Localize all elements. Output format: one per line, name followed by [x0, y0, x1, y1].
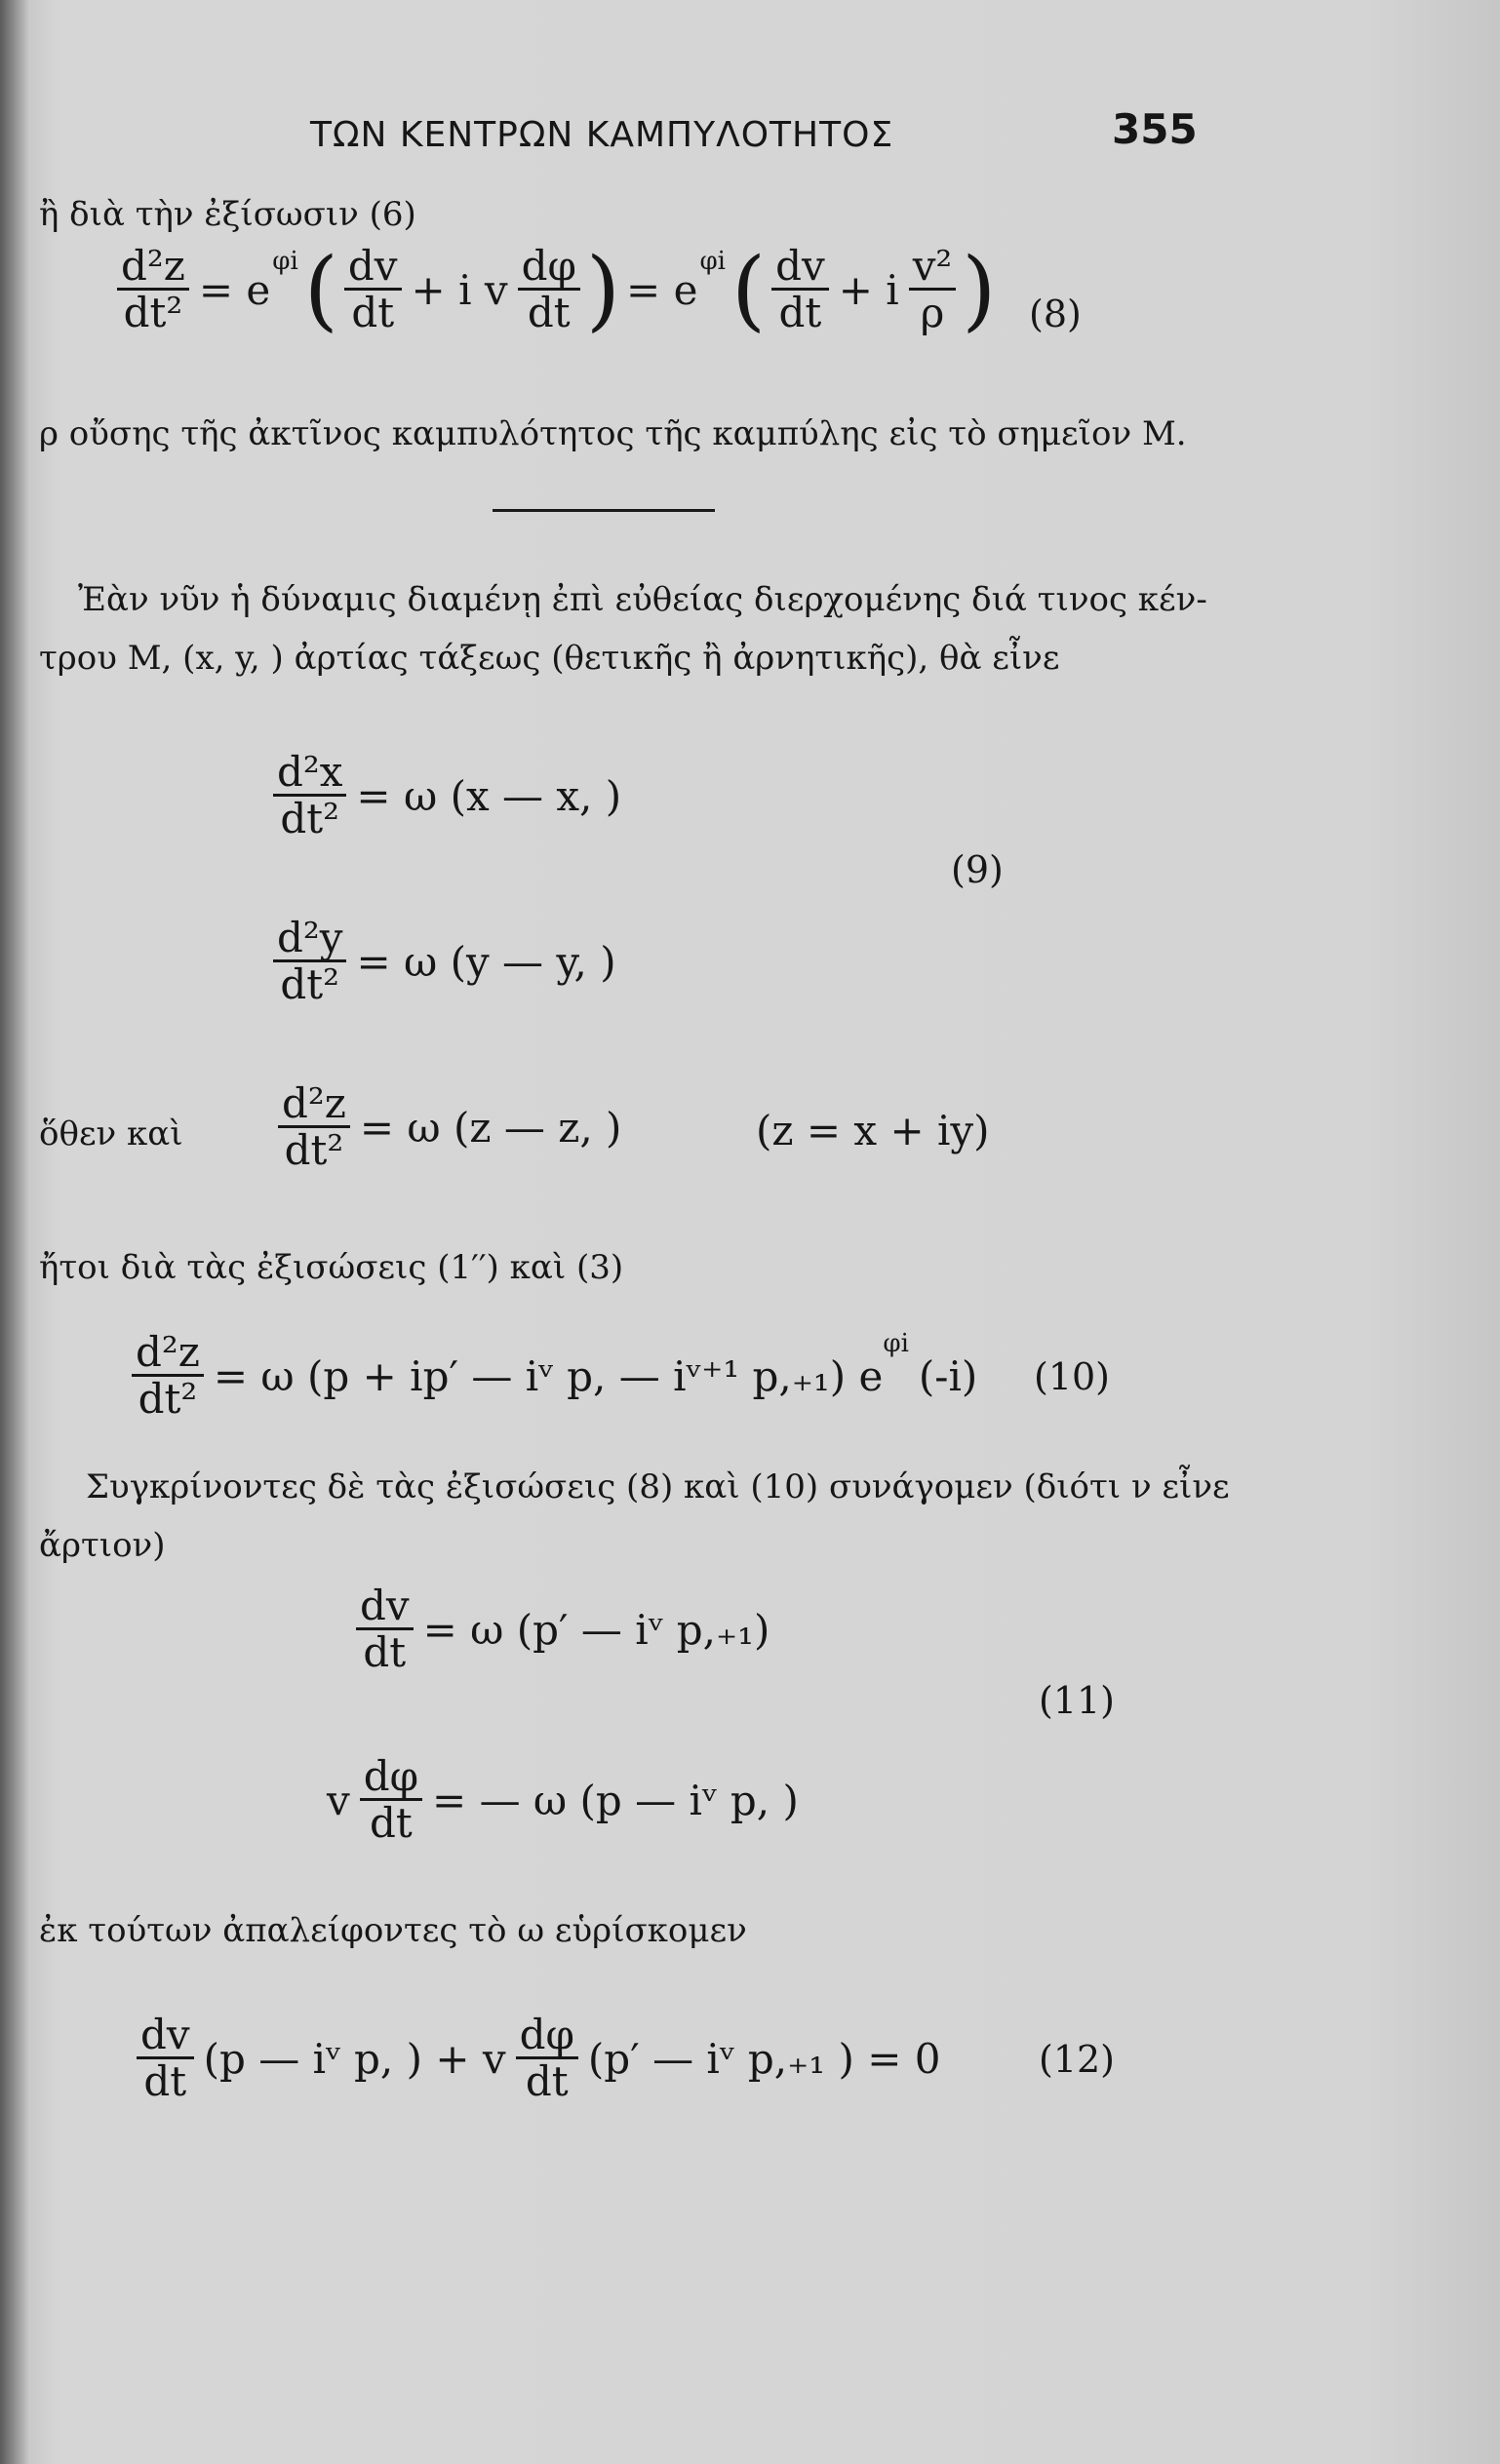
equation-11-b: v $\frac{d\varphi}{dt}$ = — ω (p — iᵛ p, )	[327, 1752, 799, 1848]
sygkrinontes-line-1: Συγκρίνοντες δὲ τὰς ἐξισώσεις (8) καὶ (10) συνάγομεν (διότι ν εἶνε	[86, 1467, 1230, 1506]
equation-11-a: $\frac{dv}{dt}$ = ω (p′ — iᵛ p,₊₁)	[356, 1584, 770, 1675]
paragraph-line-2: τρου M, (x, y, ) ἀρτίας τάξεως (θετικῆς ἢ ἀρνητικῆς), θὰ εἶνε	[39, 639, 1060, 678]
paragraph-line-1: Ἐὰν νῦν ἡ δύναμις διαμένῃ ἐπὶ εὐθείας διερχομένης διά τινος κέν-	[78, 580, 1207, 619]
intro-line-6: ἢ διὰ τὴν ἐξίσωσιν (6)	[39, 195, 416, 234]
equation-12: $\frac{dv}{dt}$ (p — iᵛ p, ) + v $\frac{d\varphi}{dt}$ (p′ — iᵛ p,₊₁ ) = 0	[137, 2014, 940, 2104]
equation-9-z: $\frac{\text{d²z}}{\text{dt²}}$ = ω (z — z, )	[278, 1082, 621, 1173]
equation-number-11: (11)	[1039, 1679, 1116, 1722]
rho-definition: ρ οὔσης τῆς ἀκτῖνος καμπυλότητος τῆς καμπύλης εἰς τὸ σημεῖον M.	[39, 414, 1187, 453]
equation-number-8: (8)	[1029, 293, 1082, 335]
equation-10: $\frac{\text{d²z}}{\text{dt²}}$ = ω (p + ip′ — iᵛ p, — iᵛ⁺¹ p,₊₁) e $^{\varphi i}$ (-i)	[132, 1331, 977, 1422]
sygkrinontes-line-2: ἄρτιον)	[39, 1526, 166, 1565]
equation-number-12: (12)	[1039, 2038, 1116, 2081]
eq8-lhs: $\frac{\text{d²z}}{\text{dt²}}$	[117, 245, 189, 335]
equation-9-x: $\frac{\text{d²x}}{\text{dt²}}$ = ω (x — x, )	[273, 751, 621, 841]
hothen-kai: ὅθεν καὶ	[39, 1115, 183, 1154]
z-definition: (z = x + iy)	[756, 1107, 990, 1154]
etoi-line: ἤτοι διὰ τὰς ἐξισώσεις (1′′) καὶ (3)	[39, 1248, 624, 1287]
page-number: 355	[1112, 105, 1198, 153]
equation-9-y: $\frac{\text{d²y}}{\text{dt²}}$ = ω (y — y, )	[273, 917, 616, 1007]
equation-8: $\frac{\text{d²z}}{\text{dt²}}$ = e $^{\varphi i}$ ( $\frac{dv}{dt}$ + i v $\frac{d\varphi}{dt}$ ) = e $^{\varphi i}$ ( $\frac{dv}{dt}$ + i $\frac{\text{v²}}{\rho}$ )	[117, 239, 992, 341]
equation-number-10: (10)	[1034, 1355, 1111, 1398]
running-title: ΤΩΝ ΚΕΝΤΡΩΝ ΚΑΜΠΥΛΟΤΗΤΟΣ	[310, 115, 894, 155]
section-separator	[493, 509, 715, 512]
equation-number-9: (9)	[951, 848, 1004, 891]
ek-touton-line: ἐκ τούτων ἀπαλείφοντες τὸ ω εὑρίσκομεν	[39, 1911, 747, 1950]
